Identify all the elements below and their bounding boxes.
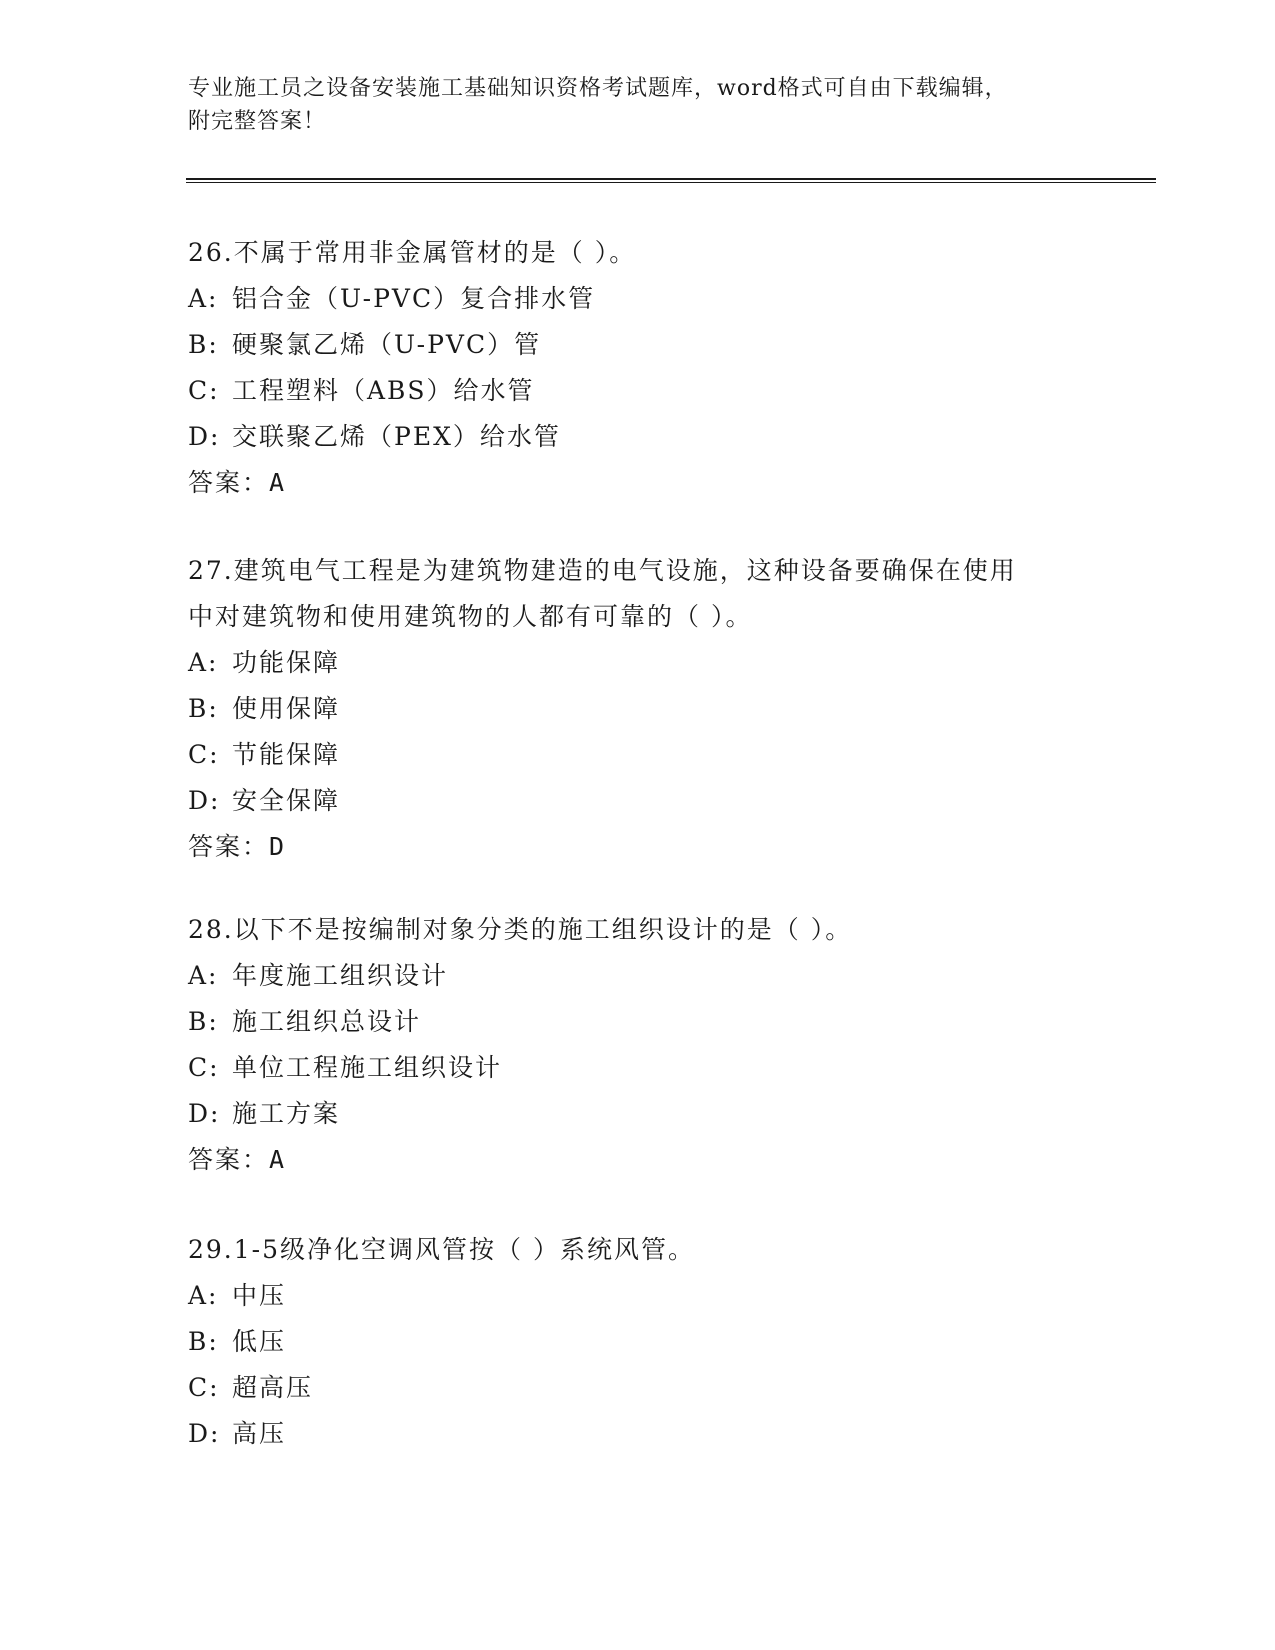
option-text: 交联聚乙烯（PEX）给水管 [232,422,561,451]
option-b [188,1319,1088,1365]
question-27 [188,548,1088,870]
question-stem: 29.1-5级净化空调风管按（ ）系统风管。 [188,1235,695,1264]
option-text: 中压 [232,1281,287,1310]
option-text: 施工方案 [232,1099,341,1128]
answer-line [188,460,1088,506]
option-label: C: [188,1373,220,1402]
question-stem: 26.不属于常用非金属管材的是（ ）。 [188,238,637,267]
option-a [188,1273,1088,1319]
option-d [188,1411,1088,1457]
option-a [188,640,1088,686]
option-text: 安全保障 [232,786,341,815]
answer-line [188,1137,1088,1183]
option-text: 高压 [232,1419,287,1448]
option-d [188,1091,1088,1137]
option-label: C: [188,1053,220,1082]
header-divider [186,178,1156,183]
document-header [188,72,1088,138]
option-label: D: [188,422,221,451]
answer-value: A [269,468,287,497]
option-label: A: [188,961,219,990]
option-b [188,322,1088,368]
option-text: 单位工程施工组织设计 [232,1053,503,1082]
option-text: 功能保障 [232,648,341,677]
option-c [188,368,1088,414]
answer-label: 答案： [188,468,270,497]
option-label: D: [188,1099,221,1128]
header-line-1: 专业施工员之设备安装施工基础知识资格考试题库，word格式可自由下载编辑， [188,76,1008,101]
option-b [188,686,1088,732]
option-c [188,1045,1088,1091]
option-text: 超高压 [232,1373,314,1402]
answer-value: A [269,1145,287,1174]
answer-value: D [269,832,287,861]
option-label: D: [188,1419,221,1448]
option-text: 使用保障 [232,694,341,723]
question-29 [188,1227,1088,1457]
option-label: C: [188,376,220,405]
option-a [188,276,1088,322]
option-label: B: [188,694,219,723]
option-label: B: [188,330,219,359]
option-label: A: [188,1281,219,1310]
option-text: 铝合金（U-PVC）复合排水管 [232,284,596,313]
header-line-2: 附完整答案！ [188,109,327,134]
option-c [188,732,1088,778]
option-label: A: [188,648,219,677]
option-a [188,953,1088,999]
answer-label: 答案： [188,1145,270,1174]
question-28 [188,907,1088,1183]
option-text: 施工组织总设计 [232,1007,422,1036]
option-d [188,778,1088,824]
option-label: B: [188,1007,219,1036]
option-text: 节能保障 [232,740,341,769]
option-label: C: [188,740,220,769]
question-26 [188,230,1088,506]
option-b [188,999,1088,1045]
option-text: 工程塑料（ABS）给水管 [232,376,535,405]
question-stem-line-1: 27.建筑电气工程是为建筑物建造的电气设施，这种设备要确保在使用 [188,556,1017,585]
option-text: 低压 [232,1327,287,1356]
answer-line [188,824,1088,870]
option-text: 年度施工组织设计 [232,961,449,990]
question-stem: 28.以下不是按编制对象分类的施工组织设计的是（ ）。 [188,915,853,944]
option-label: D: [188,786,221,815]
option-label: B: [188,1327,219,1356]
option-c [188,1365,1088,1411]
answer-label: 答案： [188,832,270,861]
option-label: A: [188,284,219,313]
question-stem-line-2: 中对建筑物和使用建筑物的人都有可靠的（ ）。 [188,602,753,631]
option-d [188,414,1088,460]
option-text: 硬聚氯乙烯（U-PVC）管 [232,330,542,359]
